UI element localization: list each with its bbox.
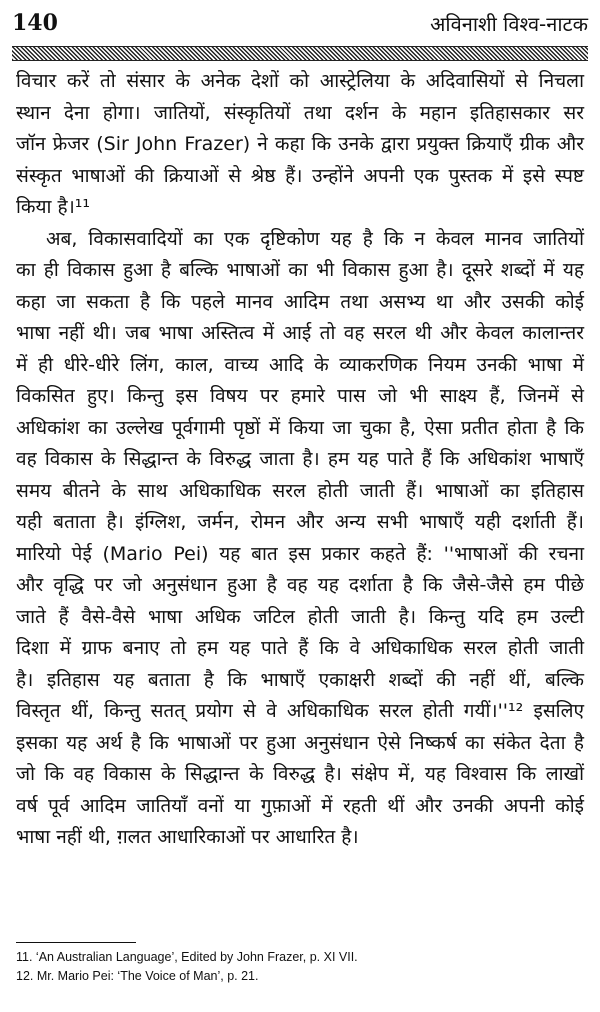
text-line: वह विकास के सिद्धान्त के विरुद्ध जाता है। हम यह पाते हैं कि अधिकांश भाषाएँ [16, 448, 584, 470]
paragraph-2 [16, 224, 584, 854]
footnotes [16, 948, 584, 986]
text-line: वर्ष पूर्व आदिम जातियाँ वनों या गुफ़ाओं में रहती थीं और उनकी अपनी कोई [16, 794, 584, 817]
text-line: का ही विकास हुआ है बल्कि भाषाओं का भी विकास हुआ है। दूसरे शब्दों में यह [16, 259, 584, 281]
text-line: अब, विकासवादियों का एक दृष्टिकोण यह है कि न केवल मानव जातियों [46, 227, 584, 250]
text-line: है। इतिहास यह बताता है कि भाषाएँ एकाक्षरी शब्दों की नहीं थीं, बल्कि [16, 668, 584, 691]
text-line: दिशा में ग्राफ बनाए तो हम यह पाते हैं कि वे अधिकाधिक सरल होती जाती [16, 637, 584, 659]
text-line: जाते हैं वैसे-वैसे भाषा अधिक जटिल होती जाती है। किन्तु यदि हम उल्टी [16, 605, 584, 628]
page-header [12, 8, 588, 44]
text-line: विकसित हुए। किन्तु इस विषय पर हमारे पास जो भी साक्ष्य हैं, जिनमें से [16, 385, 584, 407]
text-line: जॉन फ्रेजर (Sir John Frazer) ने कहा कि उनके द्वारा प्रयुक्त क्रियाएँ ग्रीक और [16, 133, 584, 155]
text-line: मारियो पेई (Mario Pei) यह बात इस प्रकार कहते हैं: ''भाषाओं की रचना [16, 542, 584, 565]
text-line: में ही धीरे-धीरे लिंग, काल, वाच्य आदि के व्याकरणिक नियम उनकी भाषा में [16, 353, 584, 376]
text-line: यही बताता है। इंग्लिश, जर्मन, रोमन और अन्य सभी भाषाएँ यही दर्शाती हैं। [16, 511, 584, 533]
footnote-12: 12. Mr. Mario Pei: ‘The Voice of Man’, p. 21. [16, 969, 259, 983]
text-line: भाषा नहीं थी, ग़लत आधारिकाओं पर आधारित है। [16, 826, 359, 848]
page-number: 140 [12, 10, 58, 36]
footnote-divider [16, 942, 136, 943]
text-line: जो कि वह विकास के सिद्धान्त के विरुद्ध है। संक्षेप में, यह विश्वास कि लाखों [16, 763, 584, 785]
text-line: संस्कृत भाषाओं की क्रियाओं से श्रेष्ठ हैं। उन्होंने अपनी एक पुस्तक में इसे स्पष्ट [16, 164, 584, 187]
text-line: और वृद्धि पर जो अनुसंधान हुआ है वह यह दर्शाता है कि जैसे-जैसे हम पीछे [16, 574, 584, 596]
text-line: भाषा नहीं थी। जब भाषा अस्तित्व में आई तो वह सरल थी और केवल कालान्तर [16, 322, 584, 344]
running-title: अविनाशी विश्व-नाटक [430, 12, 588, 36]
text-line: किया है।¹¹ [16, 196, 91, 218]
body-text [16, 66, 584, 854]
header-hatch-divider [12, 46, 588, 61]
text-line: समय बीतने के साथ अधिकाधिक सरल होती जाती हैं। भाषाओं का इतिहास [16, 479, 584, 502]
text-line: विस्तृत थीं, किन्तु सतत् प्रयोग से वे अधिकाधिक सरल होती गयीं।''¹² इसलिए [16, 700, 584, 722]
text-line: कहा जा सकता है कि पहले मानव आदिम तथा असभ्य था और उसकी कोई [16, 290, 584, 313]
text-line: अधिकांश का उल्लेख पूर्वगामी पृष्ठों में किया जा चुका है, ऐसा प्रतीत होता है कि [16, 416, 584, 439]
text-line: विचार करें तो संसार के अनेक देशों को आस्ट्रेलिया के अदिवासियों से निचला [16, 70, 584, 92]
text-line: इसका यह अर्थ है कि भाषाओं पर हुआ अनुसंधान ऐसे निष्कर्ष का संकेत देता है [16, 731, 584, 754]
text-line: स्थान देना होगा। जातियों, संस्कृतियों तथा दर्शन के महान इतिहासकार सर [16, 101, 584, 124]
paragraph-1 [16, 66, 584, 224]
footnote-11: 11. ‘An Australian Language’, Edited by John Frazer, p. XI VII. [16, 950, 358, 964]
